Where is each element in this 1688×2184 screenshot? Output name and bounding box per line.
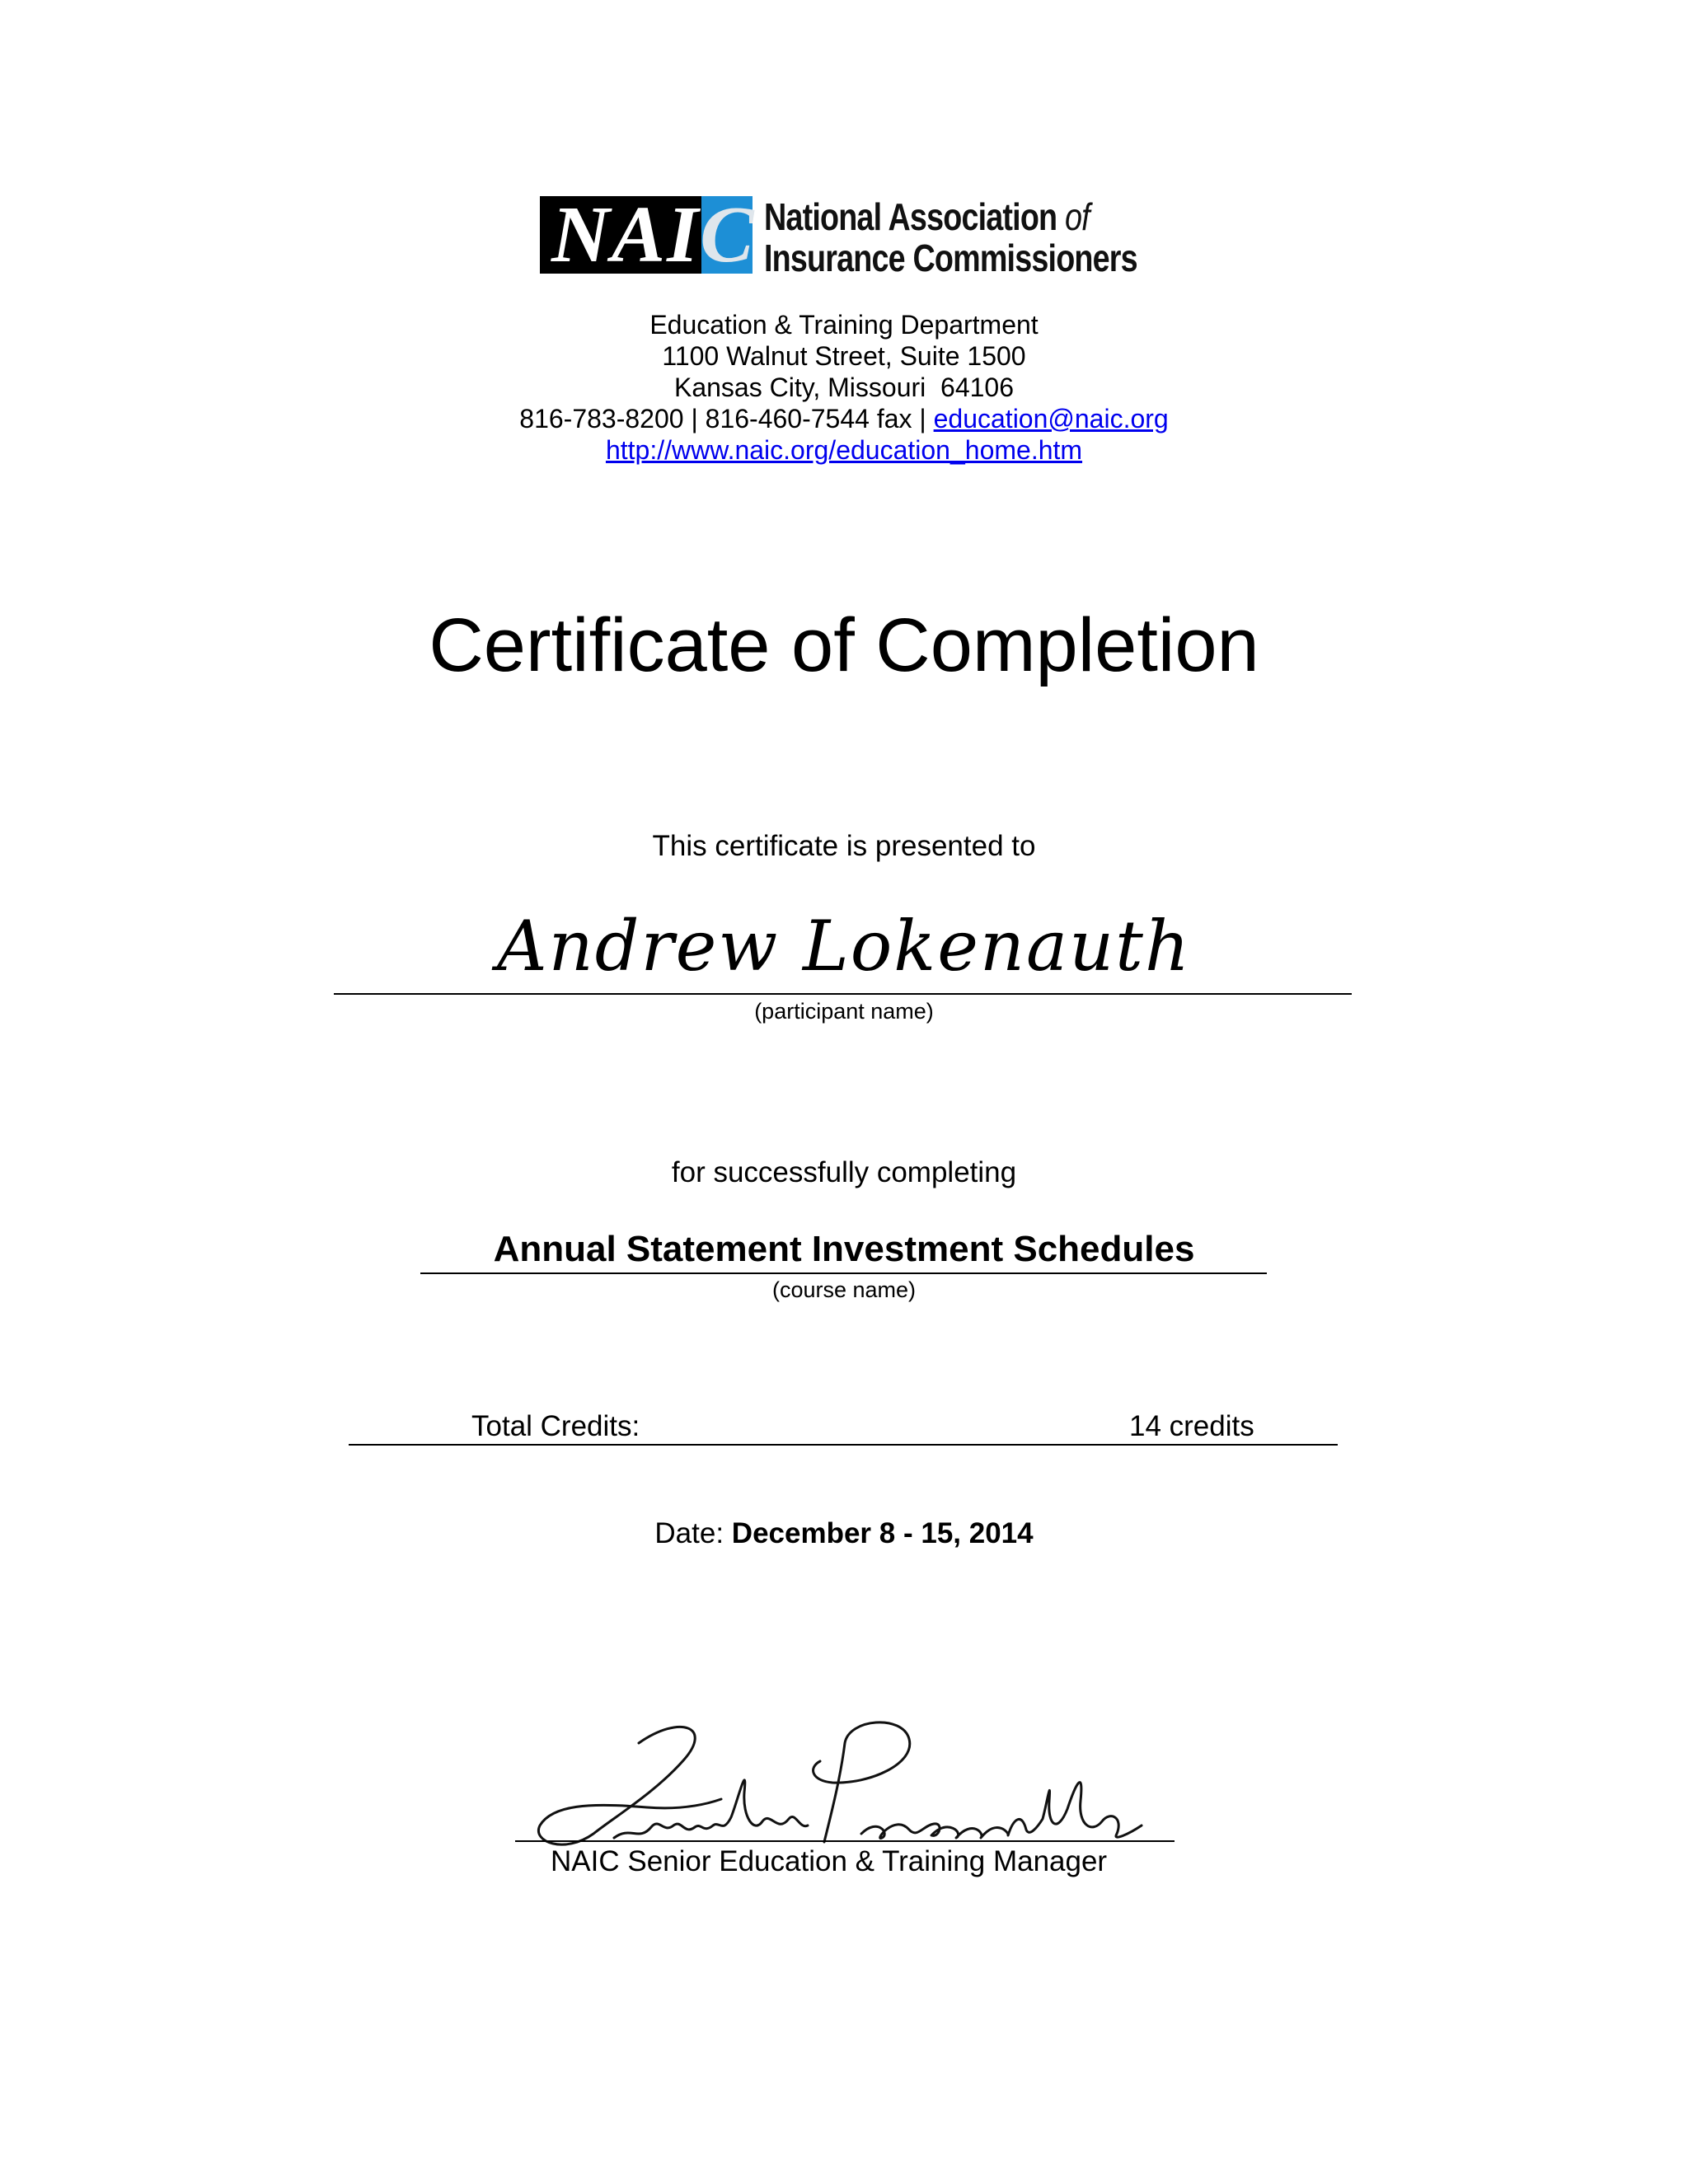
- participant-name-underline: [334, 993, 1352, 995]
- signature-line: [515, 1840, 1175, 1842]
- credits-label: Total Credits:: [471, 1410, 640, 1442]
- course-caption: (course name): [771, 1277, 917, 1302]
- logo-org-name: [764, 196, 1137, 279]
- website-link[interactable]: http://www.naic.org/education_home.htm: [605, 435, 1083, 465]
- credits-underline: [349, 1444, 1338, 1446]
- naic-logo-mark: [540, 190, 756, 279]
- naic-logo: [540, 190, 1137, 279]
- logo-org-line-1: National Association of: [764, 195, 1090, 238]
- course-name: Annual Statement Investment Schedules: [493, 1229, 1195, 1269]
- certificate-title: Certificate of Completion: [429, 603, 1259, 687]
- signature-stroke-assariello: [861, 1783, 1142, 1839]
- presented-to-text: This certificate is presented to: [652, 830, 1036, 862]
- signature-image: [515, 1710, 1175, 1858]
- street-address: 1100 Walnut Street, Suite 1500: [662, 341, 1026, 371]
- date-label: Date:: [654, 1517, 732, 1549]
- for-completing-text: for successfully completing: [671, 1156, 1017, 1188]
- signer-title: NAIC Senior Education & Training Manager: [551, 1845, 1108, 1877]
- participant-caption: (participant name): [754, 999, 934, 1024]
- signature-stroke-ennifer: [614, 1780, 808, 1838]
- credits-value: 14 credits: [1129, 1410, 1254, 1442]
- phone-number: 816-783-8200: [519, 404, 684, 434]
- department-name: Education & Training Department: [649, 310, 1039, 340]
- email-link[interactable]: education@naic.org: [933, 404, 1169, 434]
- course-name-underline: [420, 1272, 1267, 1274]
- participant-name: Andrew Lokenauth: [496, 906, 1192, 987]
- fax-number: 816-460-7544: [705, 404, 870, 434]
- address-block: [349, 309, 1339, 466]
- logo-org-line-2: Insurance Commissioners: [764, 237, 1137, 279]
- date-row: [0, 1516, 1688, 1551]
- logo-mark-text: NAIC: [551, 190, 756, 279]
- contact-line: 816-783-8200 | 816-460-7544 fax | education@naic.org: [519, 404, 1169, 434]
- date-value: December 8 - 15, 2014: [731, 1517, 1034, 1549]
- city-address: Kansas City, Missouri 64106: [673, 373, 1015, 402]
